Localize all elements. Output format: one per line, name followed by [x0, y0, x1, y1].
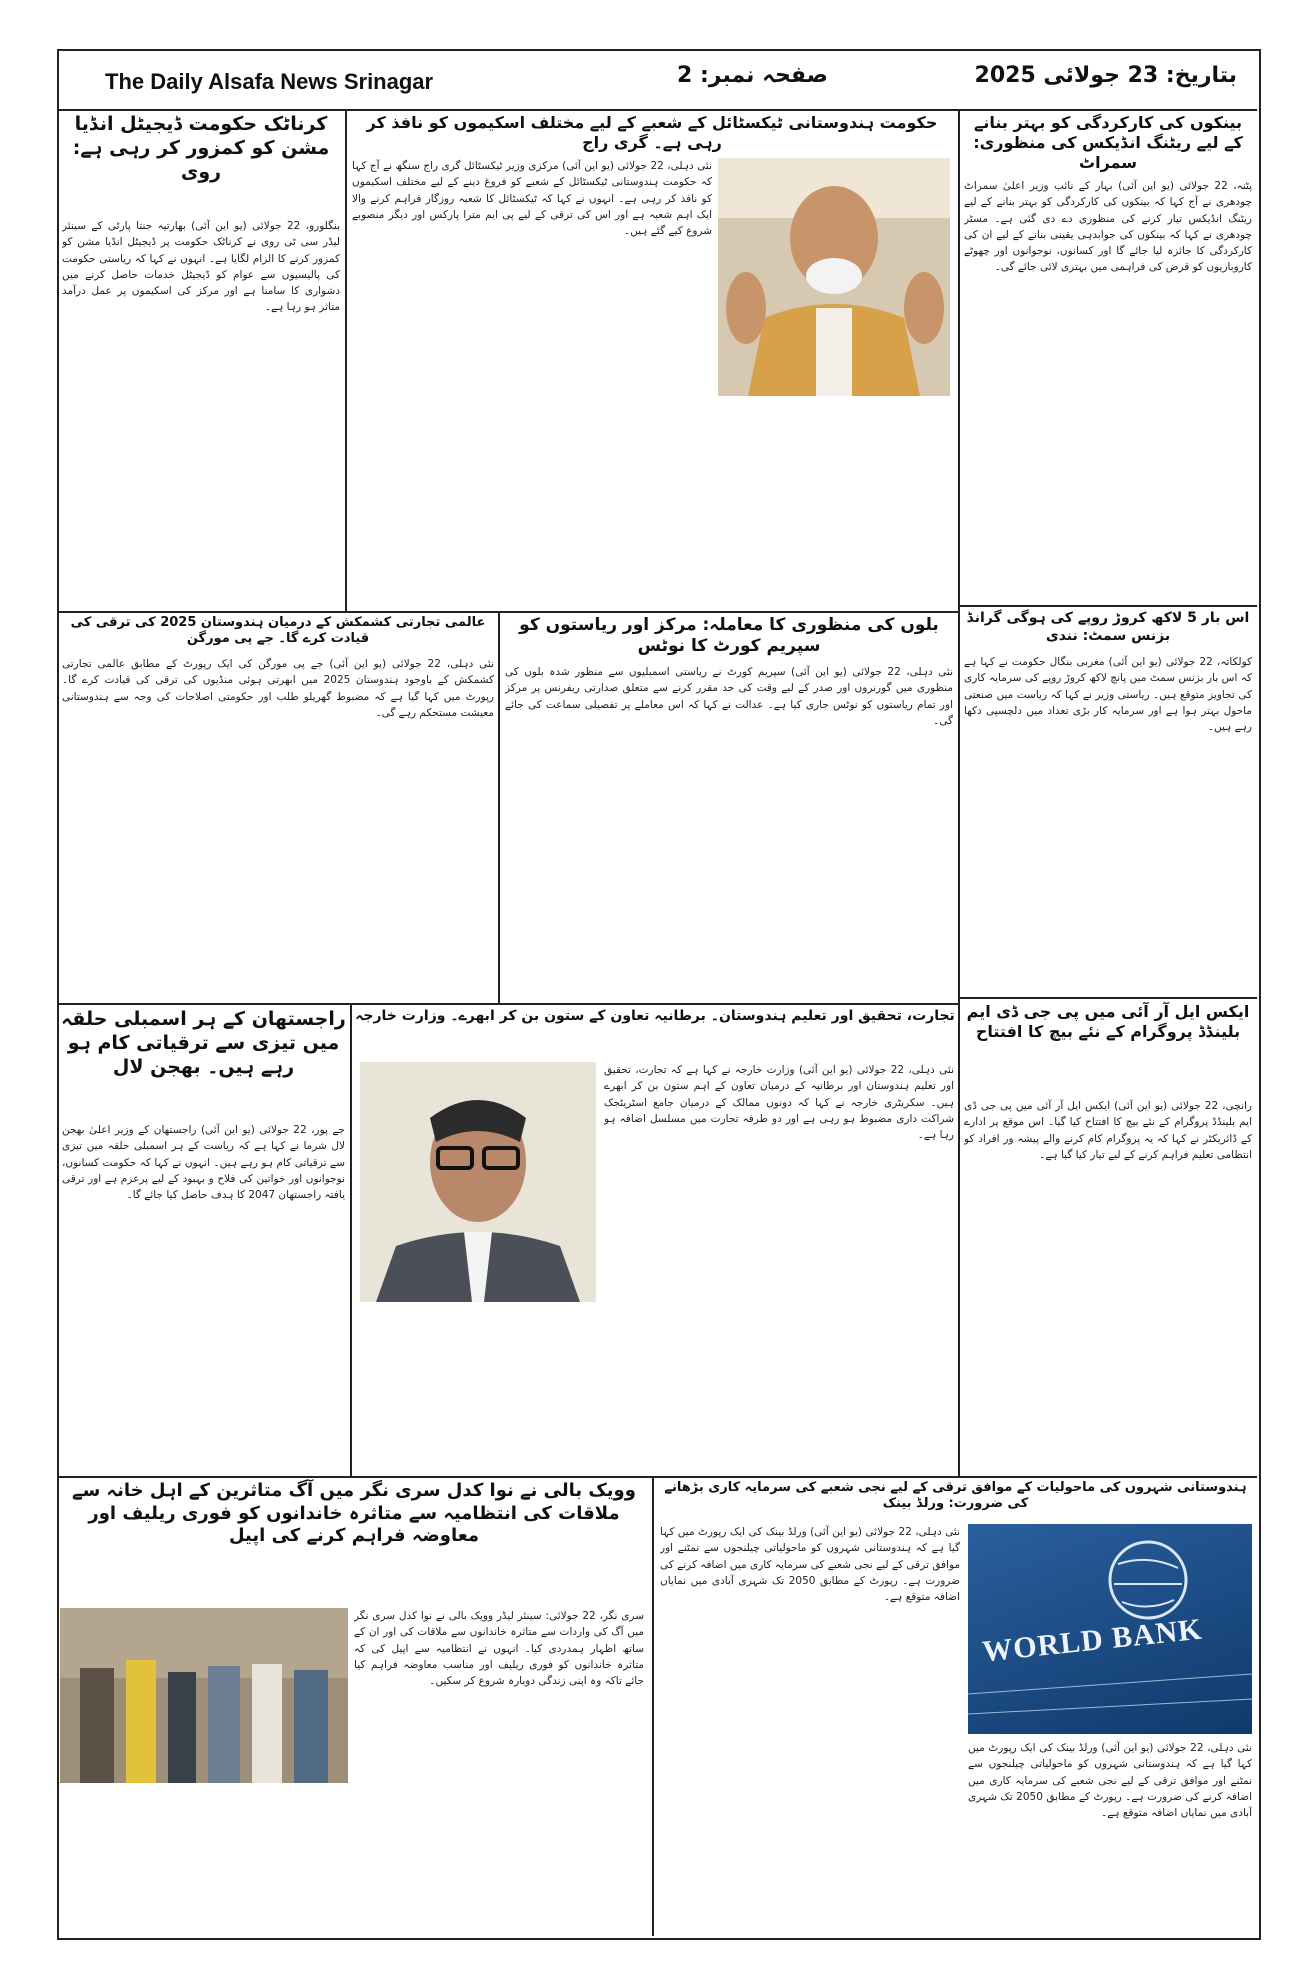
article-rajasthan: جے پور، 22 جولائی (یو این آئی) راجستھان کے وزیر اعلیٰ بھجن لال شرما نے کہا ہے کہ ریاست کے ہر اسمبلی حلقہ میں تیزی سے ترقیاتی کام ہو رہے ہیں۔ انہوں نے کہا کہ حکومت کسانوں، نوجوانوں اور خواتین کی فلاح و بہبود کے لیے پرعزم ہے اور ترقی یافتہ راجستھان 2047 کا ہدف حاصل کیا جائے گا۔ [62, 1124, 345, 1202]
rule-h1 [57, 611, 958, 613]
headline-xlri: ایکس ایل آر آئی میں پی جی ڈی ایم بلینڈڈ پروگرام کے نئے بیچ کا افتتاح [966, 1002, 1250, 1041]
headline-bengal-summit: اس بار 5 لاکھ کروڑ روپے کی ہوگی گرانڈ بزنس سمٹ: نندی [966, 610, 1250, 644]
article-world-bank: نئی دہلی، 22 جولائی (یو این آئی) ورلڈ بینک کی ایک رپورٹ میں کہا گیا ہے کہ ہندوستانی شہروں کو ماحولیاتی چیلنجوں سے نمٹنے اور موافق ترقی کے لیے نجی شعبے کی سرمایہ کاری میں اضافہ کرنے کی ضرورت ہے۔ رپورٹ کے مطابق 2050 تک شہری آبادی میں نمایاں اضافہ متوقع ہے۔ [660, 1526, 960, 1604]
article-supreme-court: نئی دہلی، 22 جولائی (یو این آئی) سپریم کورٹ نے ریاستی اسمبلیوں سے منظور شدہ بلوں کی منظوری میں گورنروں اور صدر کے لیے وقت کی حد مقرر کرنے سے متعلق صدارتی ریفرنس پر مرکز اور تمام ریاستوں کو نوٹس جاری کیا ہے۔ عدالت نے کہا کہ اس معاملے پر تفصیلی سماعت کی جائے گی۔ [505, 666, 953, 727]
article-karnataka: بنگلورو، 22 جولائی (یو این آئی) بھارتیہ جنتا پارٹی کے سینئر لیڈر سی ٹی روی نے کرناٹک حکومت پر ڈیجیٹل انڈیا مشن کو کمزور کرنے کا الزام لگایا ہے۔ انہوں نے کہا کہ ریاستی حکومت کی پالیسیوں سے عوام کو ڈیجیٹل خدمات حاصل کرنے میں دشواری کا سامنا ہے اور مرکز کی اسکیموں پر عمل درآمد متاثر ہو رہا ہے۔ [62, 220, 340, 314]
article-jp-morgan: نئی دہلی، 22 جولائی (یو این آئی) جے پی مورگن کی ایک رپورٹ کے مطابق عالمی تجارتی کشمکش کے باوجود ہندوستان 2025 میں ابھرتی ہوئی منڈیوں کی ترقی کی قیادت کرے گا۔ رپورٹ میں کہا گیا ہے کہ مضبوط گھریلو طلب اور حکومتی اصلاحات کی وجہ سے ہندوستانی معیشت مستحکم رہے گی۔ [62, 658, 494, 719]
giriraj-photo [718, 158, 950, 396]
headline-srinagar-fire: وویک بالی نے نوا کدل سری نگر میں آگ متاثرین کے اہل خانہ سے ملاقات کی انتظامیہ سے متاثرہ خاندانوں کو فوری ریلیف اور معاوضہ فراہم کرنے کی اپیل [72, 1480, 636, 1546]
page-number: صفحہ نمبر: 2 [677, 63, 828, 88]
headline-supreme-court: بلوں کی منظوری کا معاملہ: مرکز اور ریاستوں کو سپریم کورٹ کا نوٹس [519, 615, 939, 657]
world-bank-photo [968, 1524, 1252, 1734]
headline-world-bank: ہندوستانی شہروں کی ماحولیات کے موافق ترقی کے لیے نجی شعبے کی سرمایہ کاری بڑھانے کی ضرورت: ورلڈ بینک [664, 1480, 1247, 1512]
article-giriraj: نئی دہلی، 22 جولائی (یو این آئی) مرکزی وزیر ٹیکسٹائل گری راج سنگھ نے آج کہا کہ حکومت ہندوستانی ٹیکسٹائل کے شعبے کو فروغ دینے کے لیے مختلف اسکیموں کو نافذ کر رہی ہے۔ انہوں نے کہا کہ ٹیکسٹائل کا شعبہ روزگار فراہم کرنے والا ایک اہم شعبہ ہے اور اس کی ترقی کے لیے پی ایم مترا پارکس اور دیگر منصوبے شروع کیے گئے ہیں۔ [352, 160, 712, 238]
headline-jp-morgan: عالمی تجارتی کشمکش کے درمیان ہندوستان 2025 کی ترقی کی قیادت کرے گا۔ جے پی مورگن [70, 615, 486, 647]
uk-india-photo [360, 1062, 596, 1302]
rule-v1 [345, 111, 347, 611]
article-bengal-summit: کولکاتہ، 22 جولائی (یو این آئی) مغربی بنگال حکومت نے کہا ہے کہ اس بار بزنس سمٹ میں پانچ لاکھ کروڑ روپے کی سرمایہ کاری کی تجاویز متوقع ہیں۔ ریاستی وزیر نے کہا کہ ریاست میں صنعتی ماحول بہتر ہوا ہے اور سرمایہ کار بڑی تعداد میں دلچسپی دکھا رہے ہیں۔ [964, 656, 1252, 734]
headline-rajasthan: راجستھان کے ہر اسمبلی حلقہ میں تیزی سے ترقیاتی کام ہو رہے ہیں۔ بھجن لال [61, 1008, 346, 1078]
rule-h3 [57, 1003, 958, 1005]
article-bank-ratings: پٹنہ، 22 جولائی (یو این آئی) بہار کے نائب وزیر اعلیٰ سمراٹ چودھری نے آج کہا کہ بینکوں کی کارکردگی کو بہتر بنانے کے لیے ریٹنگ انڈیکس تیار کرنے کی منظوری دے دی گئی ہے۔ مسٹر چودھری نے کہا کہ بینکوں کی جوابدہی یقینی بنانے کے لیے ان کی کارکردگی کا جائزہ لیا جائے گا اور کسانوں، نوجوانوں اور چھوٹے کاروباریوں کو قرض کی فراہمی میں بہتری لائی جائے گی۔ [964, 180, 1252, 274]
rule-v3 [498, 611, 500, 1003]
article-srinagar-fire: سری نگر، 22 جولائی: سینئر لیڈر وویک بالی نے نوا کدل سری نگر میں آگ کی واردات سے متاثرہ خاندانوں سے ملاقات کی اور ان کے ساتھ اظہار ہمدردی کیا۔ انہوں نے انتظامیہ سے اپیل کی کہ متاثرہ خاندانوں کو فوری ریلیف اور مناسب معاوضہ فراہم کیا جائے تاکہ وہ اپنی زندگی دوبارہ شروع کر سکیں۔ [354, 1610, 644, 1688]
world-bank-sign: WORLD BANK [980, 1612, 1204, 1669]
masthead [57, 49, 1257, 111]
srinagar-fire-photo [60, 1608, 348, 1783]
article-xlri: رانچی، 22 جولائی (یو این آئی) ایکس ایل آر آئی میں پی جی ڈی ایم بلینڈڈ پروگرام کے نئے بیچ کا افتتاح کیا گیا۔ اس موقع پر ادارے کے ڈائریکٹر نے کہا کہ یہ پروگرام کام کرنے والے پیشہ ور افراد کو انتظامی تعلیم فراہم کرنے کے لیے تیار کیا گیا ہے۔ [964, 1100, 1252, 1161]
rule-h4 [958, 997, 1257, 999]
rule-h5 [57, 1476, 1257, 1478]
newspaper-title: The Daily Alsafa News Srinagar [105, 69, 434, 94]
rule-v4 [350, 1003, 352, 1476]
headline-karnataka: کرناٹک حکومت ڈیجیٹل انڈیا مشن کو کمزور کر رہی ہے: روی [72, 113, 330, 183]
headline-giriraj: حکومت ہندوستانی ٹیکسٹائل کے شعبے کے لیے مختلف اسکیموں کو نافذ کر رہی ہے۔ گری راج [366, 113, 938, 152]
headline-bank-ratings: بینکوں کی کارکردگی کو بہتر بنانے کے لیے ریٹنگ انڈیکس کی منظوری: سمراٹ [973, 113, 1243, 172]
article-uk-india: نئی دہلی، 22 جولائی (یو این آئی) وزارت خارجہ نے کہا ہے کہ تجارت، تحقیق اور تعلیم ہندوستان اور برطانیہ کے درمیان تعاون کے اہم ستون بن کر ابھرے ہیں۔ سکریٹری خارجہ نے کہا کہ دونوں ممالک کے درمیان جامع اسٹریٹجک شراکت داری مضبوط ہو رہی ہے اور دو طرفہ تجارت میں مسلسل اضافہ ہو رہا ہے۔ [604, 1064, 954, 1142]
article-world-bank-continued: نئی دہلی، 22 جولائی (یو این آئی) ورلڈ بینک کی ایک رپورٹ میں کہا گیا ہے کہ ہندوستانی شہروں کو ماحولیاتی چیلنجوں سے نمٹنے اور موافق ترقی کے لیے نجی شعبے کی سرمایہ کاری میں اضافہ کرنے کی ضرورت ہے۔ رپورٹ کے مطابق 2050 تک شہری آبادی میں نمایاں اضافہ متوقع ہے۔ [968, 1742, 1252, 1820]
rule-v5 [652, 1476, 654, 1936]
rule-v2 [958, 111, 960, 1476]
headline-uk-india: تجارت، تحقیق اور تعلیم ہندوستان۔ برطانیہ تعاون کے ستون بن کر ابھرے۔ وزارت خارجہ [355, 1008, 955, 1024]
rule-h2 [958, 605, 1257, 607]
issue-date: بتاریخ: 23 جولائی 2025 [974, 63, 1237, 88]
